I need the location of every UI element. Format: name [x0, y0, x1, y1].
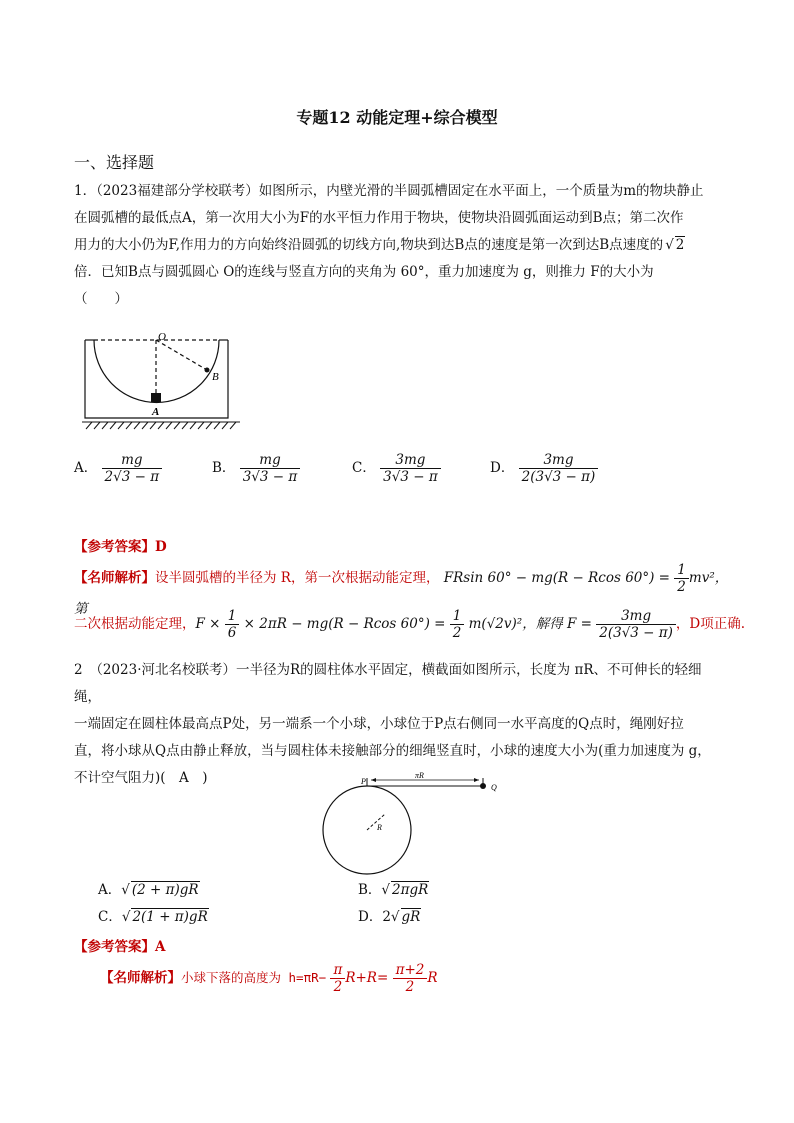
q1-analysis2-end: ，D项正确.: [675, 616, 746, 632]
q1-line-5: （ ）: [74, 291, 128, 307]
choice-b-num: mg: [240, 452, 301, 469]
q1-sqrt: 2: [675, 237, 685, 253]
choice-b-den: 3√3 − π: [242, 469, 298, 485]
q2-choice-d-pre: 2: [382, 909, 391, 925]
label-q: Q: [491, 783, 497, 792]
q2-analysis-c: R: [427, 970, 438, 986]
q2-line-3: 直，将小球从Q点由静止释放，当与圆柱体未接触部分的细绳竖直时，小球的速度大小为(重力加速度为 g，: [74, 743, 711, 759]
q2-line-4: 不计空气阻力)( A ): [74, 770, 208, 786]
choice-a-den: 2√3 − π: [104, 469, 160, 485]
q2-line-1: 2 （2023·河北名校联考）一半径为R的圆柱体水平固定，横截面如图所示，长度为 πR、不可伸长的轻细绳，: [74, 662, 702, 705]
q1-analysis2-eq2: × 2πR − mg(R − Rcos 60°) =: [243, 616, 446, 632]
q2-choice-b-expr: 2πgR: [392, 882, 429, 898]
q2-choice-a-letter: A．: [98, 882, 122, 898]
choice-d-num: 3mg: [519, 452, 599, 469]
q1-line-1: 1．（2023福建部分学校联考）如图所示，内壁光滑的半圆弧槽固定在水平面上，一个质量为m的物块静止: [74, 183, 704, 199]
q2-answer: 【参考答案】A: [74, 939, 166, 955]
q1-res-den: 2(3√3 − π): [599, 625, 673, 641]
q2-choice-b-letter: B．: [358, 882, 382, 898]
label-a: A: [152, 406, 160, 418]
block-at-a: [151, 393, 161, 402]
q2-choice-b[interactable]: B．√ 2πgR: [358, 882, 429, 898]
arrow-right-head: [474, 778, 479, 782]
section-heading: 一、选择题: [74, 153, 155, 172]
q1-sixth-den: 6: [227, 625, 237, 641]
choice-b-letter: B．: [212, 460, 236, 476]
q2-res-num: π+2: [393, 962, 428, 979]
q1-analysis-label: 【名师解析】: [74, 570, 155, 586]
q1-analysis2-eq3: m(√2v)²，解得 F =: [468, 616, 592, 632]
q2-choice-c-letter: C．: [98, 909, 122, 925]
choice-c-letter: C．: [352, 460, 376, 476]
radius-to-b-line: [156, 340, 207, 370]
q1-line-4: 倍．已知B点与圆弧圆心 O的连线与竖直方向的夹角为 60°，重力加速度为 g，则推力 F的大小为: [74, 264, 654, 280]
choice-a-num: mg: [102, 452, 163, 469]
q2-analysis-a: 小球下落的高度为 h=πR−: [181, 970, 327, 985]
choice-d[interactable]: [490, 452, 598, 485]
q1-line-3: 用力的大小仍为F,作用力的方向始终沿圆弧的切线方向,物块到达B点的速度是第一次到达B点速度的 √ 2: [74, 237, 685, 253]
arrow-left-head: [371, 778, 376, 782]
q1-half-num: 1: [674, 562, 689, 579]
radius-line: [367, 814, 385, 830]
q1-line-2: 在圆弧槽的最低点A，第一次用大小为F的水平恒力作用于物块，使物块沿圆弧面运动到B点；第二次作: [74, 210, 684, 226]
choice-b[interactable]: [212, 452, 300, 485]
q1-sixth-num: 1: [225, 608, 240, 625]
q1-analysis2-eq1: F ×: [195, 616, 221, 632]
q2-pi2-den: 2: [333, 979, 343, 995]
q2-analysis-label: 【名师解析】: [100, 970, 181, 986]
cylinder-rope-figure: [315, 772, 515, 882]
q2-choice-a-expr: 2 + π)gR: [137, 882, 199, 898]
q1-analysis-intro: 设半圆弧槽的半径为 R，第一次根据动能定理，: [155, 570, 440, 586]
choice-d-den: 2(3√3 − π): [521, 469, 596, 485]
ball-q: [480, 783, 486, 789]
q1-half2-num: 1: [450, 608, 465, 625]
choice-a-letter: A．: [74, 460, 98, 476]
q2-analysis-b: R+R=: [345, 970, 389, 986]
q2-choice-c-expr: 2(1 + π)gR: [132, 909, 208, 925]
ground-hatching: [82, 422, 240, 429]
label-b: B: [212, 371, 219, 383]
q2-choice-d-expr: gR: [401, 909, 421, 925]
q2-choice-a[interactable]: A．√ (2 + π)gR: [98, 882, 199, 898]
q2-choice-a-pre: (: [131, 882, 138, 898]
q2-choice-d[interactable]: D．2√ gR: [358, 909, 421, 925]
choice-c-num: 3mg: [380, 452, 441, 469]
q2-pi2-num: π: [330, 962, 345, 979]
q1-half2-den: 2: [452, 625, 462, 641]
q1-line-3-text: 用力的大小仍为F,作用力的方向始终沿圆弧的切线方向,物块到达B点的速度是第一次到达B点速度的: [74, 237, 664, 253]
q1-answer: 【参考答案】D: [74, 539, 167, 555]
q1-analysis-eq: FRsin 60° − mg(R − Rcos 60°) =: [443, 570, 670, 586]
q2-choice-d-letter: D．: [358, 909, 383, 925]
q1-analysis-line-2: [74, 608, 754, 641]
q2-res-den: 2: [405, 979, 415, 995]
label-pi-r: πR: [415, 772, 424, 780]
semicircle-trough-figure: [82, 330, 242, 440]
question-1-text: [74, 178, 724, 313]
q2-analysis: [100, 962, 438, 995]
q1-half-den: 2: [677, 579, 686, 595]
label-r: R: [377, 823, 382, 832]
q2-choice-c[interactable]: C．√ 2(1 + π)gR: [98, 909, 208, 925]
choice-a[interactable]: [74, 452, 162, 485]
label-o: O: [158, 331, 166, 343]
q1-analysis-tail: mv²，第: [74, 570, 729, 617]
choice-d-letter: D．: [490, 460, 515, 476]
q2-line-2: 一端固定在圆柱体最高点P处，另一端系一个小球，小球位于P点右侧同一水平高度的Q点时，绳刚好拉: [74, 716, 684, 732]
point-b: [205, 368, 210, 373]
choice-c[interactable]: [352, 452, 441, 485]
q1-res-num: 3mg: [596, 608, 676, 625]
q1-analysis2-intro: 二次根据动能定理，: [74, 616, 196, 632]
choice-c-den: 3√3 − π: [383, 469, 438, 485]
page-title: 专题12 动能定理+综合模型: [296, 108, 498, 127]
label-p: P: [361, 777, 366, 786]
